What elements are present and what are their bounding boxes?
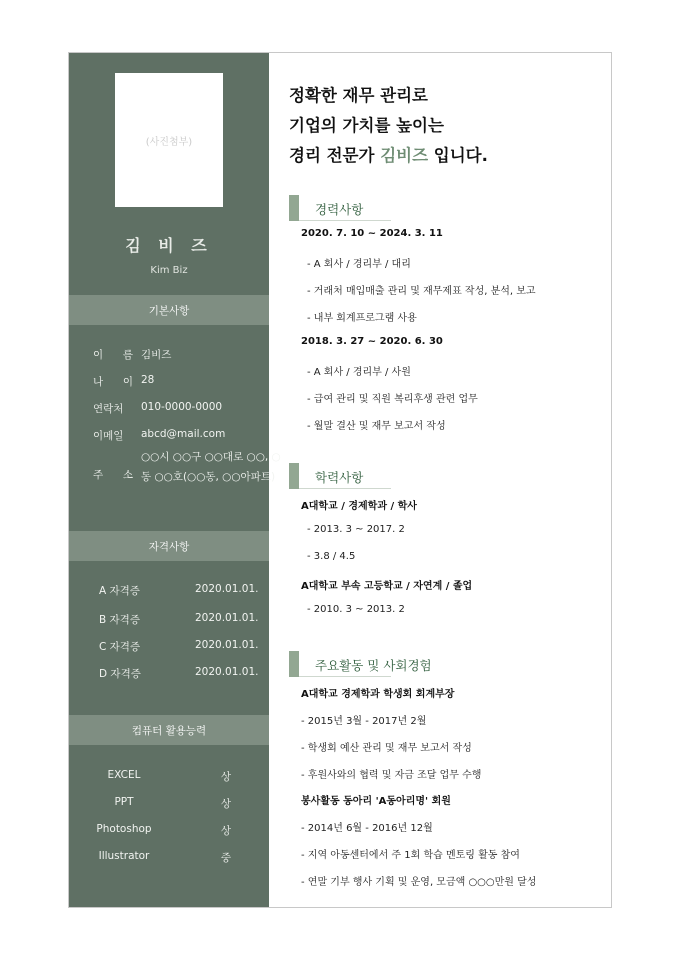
activity-name: A대학교 경제학과 학생회 회계부장 <box>301 689 455 700</box>
info-value: 28 <box>141 374 155 386</box>
sidebar <box>69 53 281 907</box>
skill-level: 중 <box>220 852 232 864</box>
skill-level: 상 <box>220 798 232 810</box>
career-item: - 월말 결산 및 재무 보고서 작성 <box>307 421 446 432</box>
skill-level: 상 <box>220 771 232 783</box>
computer-skills-header <box>69 715 269 745</box>
cert-name: C 자격증 <box>99 641 141 653</box>
activity-item: - 후원사와의 협력 및 자금 조달 업무 수행 <box>301 770 482 781</box>
info-label: 이메일 <box>93 430 124 442</box>
school-name: A대학교 부속 고등학교 / 자연계 / 졸업 <box>301 581 473 592</box>
certs-title: 자격사항 <box>148 540 190 553</box>
cert-date: 2020.01.01. <box>195 583 259 595</box>
name-korean: 김 비 즈 <box>125 236 213 255</box>
info-label: 연락처 <box>93 403 124 415</box>
career-item: - A 회사 / 경리부 / 사원 <box>307 367 411 378</box>
school-name: A대학교 / 경제학과 / 학사 <box>301 501 417 512</box>
skill-name: PPT <box>114 796 134 808</box>
education-item: - 2013. 3 ~ 2017. 2 <box>307 524 405 535</box>
cert-date: 2020.01.01. <box>195 639 259 651</box>
section-marker <box>289 195 299 221</box>
cert-date: 2020.01.01. <box>195 666 259 678</box>
skill-name: Illustrator <box>98 850 150 862</box>
activity-item: - 연말 기부 행사 기획 및 운영, 모금액 ○○○만원 달성 <box>301 877 537 888</box>
certs-header <box>69 531 269 561</box>
info-value: 김비즈 <box>141 349 172 361</box>
cert-date: 2020.01.01. <box>195 612 259 624</box>
headline-line <box>289 141 488 171</box>
resume-page <box>68 52 612 908</box>
headline-text: 입니다. <box>428 146 488 165</box>
headline-name: 김비즈 <box>380 146 429 165</box>
headline-text: 경리 전문가 <box>289 146 381 165</box>
photo-placeholder <box>115 73 223 207</box>
info-value: abcd@mail.com <box>141 428 226 440</box>
cert-name: B 자격증 <box>99 614 140 626</box>
career-item: - 급여 관리 및 직원 복리후생 관련 업무 <box>307 394 478 405</box>
section-underline <box>299 220 391 221</box>
cert-name: D 자격증 <box>99 668 141 680</box>
career-period: 2020. 7. 10 ~ 2024. 3. 11 <box>301 228 443 239</box>
activity-name: 봉사활동 동아리 'A동아리명' 회원 <box>301 796 451 807</box>
activity-item: - 학생회 예산 관리 및 재무 보고서 작성 <box>301 743 472 754</box>
photo-placeholder-text: (사진첨부) <box>145 136 193 148</box>
basic-info-header <box>69 295 269 325</box>
career-item: - 내부 회계프로그램 사용 <box>307 313 417 324</box>
career-period: 2018. 3. 27 ~ 2020. 6. 30 <box>301 336 443 347</box>
computer-skills-title: 컴퓨터 활용능력 <box>131 724 207 737</box>
education-item: - 2010. 3 ~ 2013. 2 <box>307 604 405 615</box>
section-underline <box>299 488 391 489</box>
career-title: 경력사항 <box>315 202 364 217</box>
info-value: ○○시 ○○구 ○○대로 ○○, ○동 ○○호(○○동, ○○아파트) <box>141 451 281 483</box>
activity-item: - 2014년 6월 - 2016년 12월 <box>301 823 433 834</box>
cert-name: A 자격증 <box>99 585 140 597</box>
info-label: 나 이 <box>93 376 133 388</box>
section-underline <box>299 676 391 677</box>
name-english: Kim Biz <box>150 265 188 276</box>
education-item: - 3.8 / 4.5 <box>307 551 356 562</box>
basic-info-title: 기본사항 <box>148 304 190 317</box>
section-marker <box>289 463 299 489</box>
skill-name: Photoshop <box>96 823 152 835</box>
activity-item: - 2015년 3월 - 2017년 2월 <box>301 716 427 727</box>
headline-line: 정확한 재무 관리로 <box>289 86 429 105</box>
skill-name: EXCEL <box>107 769 141 781</box>
activity-item: - 지역 아동센터에서 주 1회 학습 멘토링 활동 참여 <box>301 850 520 861</box>
info-value: 010-0000-0000 <box>141 401 223 413</box>
career-item: - 거래처 매입매출 관리 및 재무제표 작성, 분석, 보고 <box>307 286 536 297</box>
skill-level: 상 <box>220 825 232 837</box>
headline <box>289 81 488 171</box>
education-title: 학력사항 <box>315 470 364 485</box>
section-marker <box>289 651 299 677</box>
activities-title: 주요활동 및 사회경험 <box>315 658 432 673</box>
info-label: 주 소 <box>93 469 133 481</box>
headline-line: 기업의 가치를 높이는 <box>289 116 444 135</box>
career-item: - A 회사 / 경리부 / 대리 <box>307 259 411 270</box>
main-content <box>269 53 611 907</box>
info-label: 이 름 <box>93 349 133 361</box>
